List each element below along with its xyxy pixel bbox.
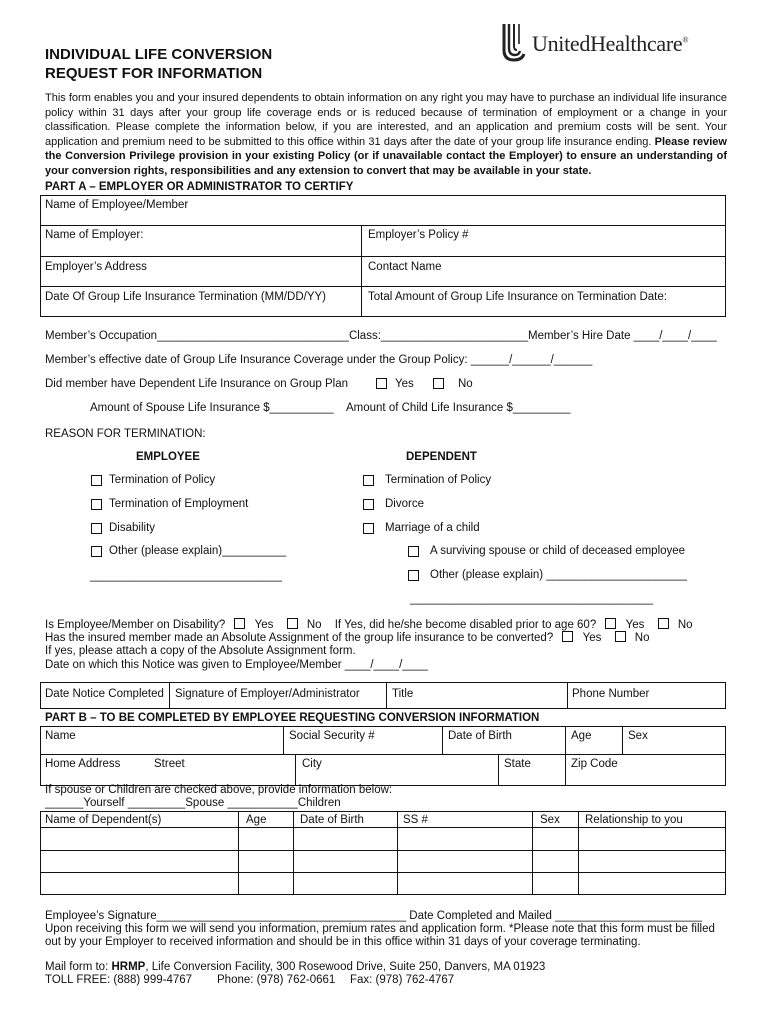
emp-disability-checkbox[interactable] <box>91 523 102 534</box>
divider <box>169 682 170 709</box>
mail-rest: , Life Conversion Facility, 300 Rosewood Drive, Suite 250, Danvers, MA 01923 <box>145 961 546 973</box>
divider <box>40 256 726 257</box>
age60-yes-checkbox[interactable] <box>605 618 616 629</box>
unitedhealthcare-logo <box>500 20 725 64</box>
ssn-field[interactable]: Social Security # <box>289 730 375 742</box>
age60-no-checkbox[interactable] <box>658 618 669 629</box>
spouse-amount-field[interactable]: Amount of Spouse Life Insurance $__________ <box>90 402 334 414</box>
divider <box>40 286 726 287</box>
total-amount-field[interactable]: Total Amount of Group Life Insurance on Termination Date: <box>368 291 667 303</box>
disability-row <box>45 618 693 631</box>
dep-marriage-checkbox[interactable] <box>363 523 374 534</box>
assignment-no-checkbox[interactable] <box>615 631 626 642</box>
logo-mark-icon <box>500 20 530 64</box>
dep-termination-policy-checkbox[interactable] <box>363 475 374 486</box>
dep-header-name: Name of Dependent(s) <box>45 814 162 826</box>
disability-followup: If Yes, did he/she become disabled prior to age 60? <box>334 619 597 631</box>
divider <box>361 225 362 317</box>
contact-name-field[interactable]: Contact Name <box>368 261 442 273</box>
dep-marriage-label: Marriage of a child <box>385 522 480 534</box>
footer-note-line2: out by your Employer to received information and should be in this office within 31 days of your coverage terminating. <box>45 936 641 948</box>
dep-surviving-label: A surviving spouse or child of deceased employee <box>430 545 686 557</box>
emp-disability-label: Disability <box>109 522 156 534</box>
emp-other-checkbox[interactable] <box>91 546 102 557</box>
disability-no-label: No <box>306 619 322 631</box>
dependent-no-label: No <box>458 378 473 390</box>
dep-termination-policy-label: Termination of Policy <box>385 474 492 486</box>
home-address-field[interactable]: Home Address <box>45 758 121 770</box>
phone-field[interactable]: Phone Number <box>572 688 650 700</box>
emp-other-blank[interactable]: ______________________________ <box>90 570 282 582</box>
dependent-yes-label: Yes <box>395 378 414 390</box>
emp-termination-employment-label: Termination of Employment <box>109 498 249 510</box>
divider <box>442 726 443 754</box>
divider <box>565 754 566 786</box>
dep-other-label[interactable]: Other (please explain) ______________________ <box>430 569 688 581</box>
divider <box>283 726 284 754</box>
divider <box>386 682 387 709</box>
employee-name-field[interactable]: Name of Employee/Member <box>45 199 189 211</box>
divider <box>622 726 623 754</box>
notice-date-line[interactable]: Date on which this Notice was given to Employee/Member ____/____/____ <box>45 659 428 671</box>
state-field[interactable]: State <box>504 758 531 770</box>
dependent-row-2[interactable] <box>41 851 725 872</box>
disability-yes-label: Yes <box>254 619 274 631</box>
divider <box>40 225 726 226</box>
dep-header-age: Age <box>246 814 267 826</box>
employer-name-field[interactable]: Name of Employer: <box>45 229 144 241</box>
divider <box>565 726 566 754</box>
assignment-no-label: No <box>634 632 650 644</box>
dep-divorce-checkbox[interactable] <box>363 499 374 510</box>
spouse-children-note: If spouse or Children are checked above, provide information below: <box>45 784 393 796</box>
assignment-row <box>45 631 650 644</box>
divider <box>40 754 726 755</box>
disability-no-checkbox[interactable] <box>287 618 298 629</box>
dep-surviving-checkbox[interactable] <box>408 546 419 557</box>
part-b-heading: PART B – TO BE COMPLETED BY EMPLOYEE REQUESTING CONVERSION INFORMATION <box>45 712 540 724</box>
title-field[interactable]: Title <box>392 688 414 700</box>
employer-signature-field[interactable]: Signature of Employer/Administrator <box>175 688 360 700</box>
mail-company: HRMP <box>111 961 146 973</box>
dep-other-blank[interactable]: ______________________________________ <box>410 593 654 605</box>
part-b-table <box>40 726 726 786</box>
dependent-row-3[interactable] <box>41 873 725 894</box>
intro-text: This form enables you and your insured dependents to obtain information on any right you may have to purchase an individual life insurance policy within 31 days after your group life coverage ends or is reduced because of termination of employment or a change in your classification. Please complete the information below, if you are interested, and an application and premium costs will be sent. Your application and premium need to be submitted to this office within 31 days after the date of your group life insurance ending. <box>45 92 727 148</box>
divider <box>498 754 499 786</box>
employee-name-b-field[interactable]: Name <box>45 730 76 742</box>
child-amount-field[interactable]: Amount of Child Life Insurance $_________ <box>346 402 571 414</box>
emp-termination-employment-checkbox[interactable] <box>91 499 102 510</box>
disability-question: Is Employee/Member on Disability? <box>45 619 226 631</box>
reason-heading: REASON FOR TERMINATION: <box>45 428 206 440</box>
assignment-yes-label: Yes <box>582 632 602 644</box>
part-a-heading: PART A – EMPLOYER OR ADMINISTRATOR TO CERTIFY <box>45 181 354 193</box>
dep-divorce-label: Divorce <box>385 498 424 510</box>
dep-header-dob: Date of Birth <box>300 814 364 826</box>
footer-note-line1: Upon receiving this form we will send you information, premium rates and application form. *Please note that this form must be filled <box>45 923 715 935</box>
dependent-row-1[interactable] <box>41 828 725 849</box>
form-title-line2: REQUEST FOR INFORMATION <box>45 65 263 82</box>
dependent-yes-checkbox[interactable] <box>376 378 387 389</box>
assignment-attach-note: If yes, please attach a copy of the Absolute Assignment form. <box>45 645 356 657</box>
occupation-line[interactable]: Member’s Occupation______________________________Class:_______________________Member’s Hire Date ____/____/____ <box>45 330 717 342</box>
age-field[interactable]: Age <box>571 730 592 742</box>
phone-number: Phone: (978) 762-0661 <box>217 974 336 986</box>
tollfree-number: TOLL FREE: (888) 999-4767 <box>45 974 193 986</box>
employer-address-field[interactable]: Employer’s Address <box>45 261 147 273</box>
divider <box>295 754 296 786</box>
dob-field[interactable]: Date of Birth <box>448 730 512 742</box>
notice-completed-field[interactable]: Date Notice Completed <box>45 688 164 700</box>
disability-yes-checkbox[interactable] <box>234 618 245 629</box>
mail-prefix: Mail form to: <box>45 961 112 973</box>
age60-no-label: No <box>677 619 693 631</box>
employee-column-heading: EMPLOYEE <box>136 451 200 463</box>
street-label: Street <box>154 758 185 770</box>
dep-header-sex: Sex <box>540 814 560 826</box>
fax-number: Fax: (978) 762-4767 <box>350 974 455 986</box>
mail-address <box>45 961 545 973</box>
assignment-yes-checkbox[interactable] <box>562 631 573 642</box>
employee-signature-line[interactable]: Employee’s Signature_______________________________________ Date Completed and Mailed _______________________ <box>45 910 703 922</box>
emp-termination-policy-label: Termination of Policy <box>109 474 216 486</box>
dependent-question: Did member have Dependent Life Insurance on Group Plan <box>45 378 349 390</box>
logo-text: UnitedHealthcare® <box>532 31 689 56</box>
termination-date-field[interactable]: Date Of Group Life Insurance Termination (MM/DD/YY) <box>45 291 327 303</box>
dep-header-relationship: Relationship to you <box>585 814 683 826</box>
relationship-blanks[interactable]: ______Yourself _________Spouse ___________Children <box>45 797 341 809</box>
dep-other-checkbox[interactable] <box>408 570 419 581</box>
form-title-line1: INDIVIDUAL LIFE CONVERSION <box>45 46 273 63</box>
age60-yes-label: Yes <box>625 619 645 631</box>
dep-header-ssn: SS # <box>403 814 428 826</box>
divider <box>567 682 568 709</box>
emp-termination-policy-checkbox[interactable] <box>91 475 102 486</box>
emp-other-label[interactable]: Other (please explain)__________ <box>109 545 287 557</box>
intro-paragraph <box>45 91 727 179</box>
city-field[interactable]: City <box>302 758 322 770</box>
sex-field[interactable]: Sex <box>628 730 648 742</box>
dependent-column-heading: DEPENDENT <box>406 451 477 463</box>
intro-bold-text: Please review the Conversion Privilege provision in your existing Policy (or if unavailable contact the Employer) to ensure an understanding of your conversion rights, responsibilities and any extension to convert that may be available in your state. <box>45 135 727 177</box>
policy-number-field[interactable]: Employer’s Policy # <box>368 229 469 241</box>
assignment-question: Has the insured member made an Absolute Assignment of the group life insurance to be converted? <box>45 632 554 644</box>
zip-field[interactable]: Zip Code <box>571 758 618 770</box>
effective-date-line[interactable]: Member’s effective date of Group Life Insurance Coverage under the Group Policy: ______/______/______ <box>45 354 593 366</box>
dependent-no-checkbox[interactable] <box>433 378 444 389</box>
